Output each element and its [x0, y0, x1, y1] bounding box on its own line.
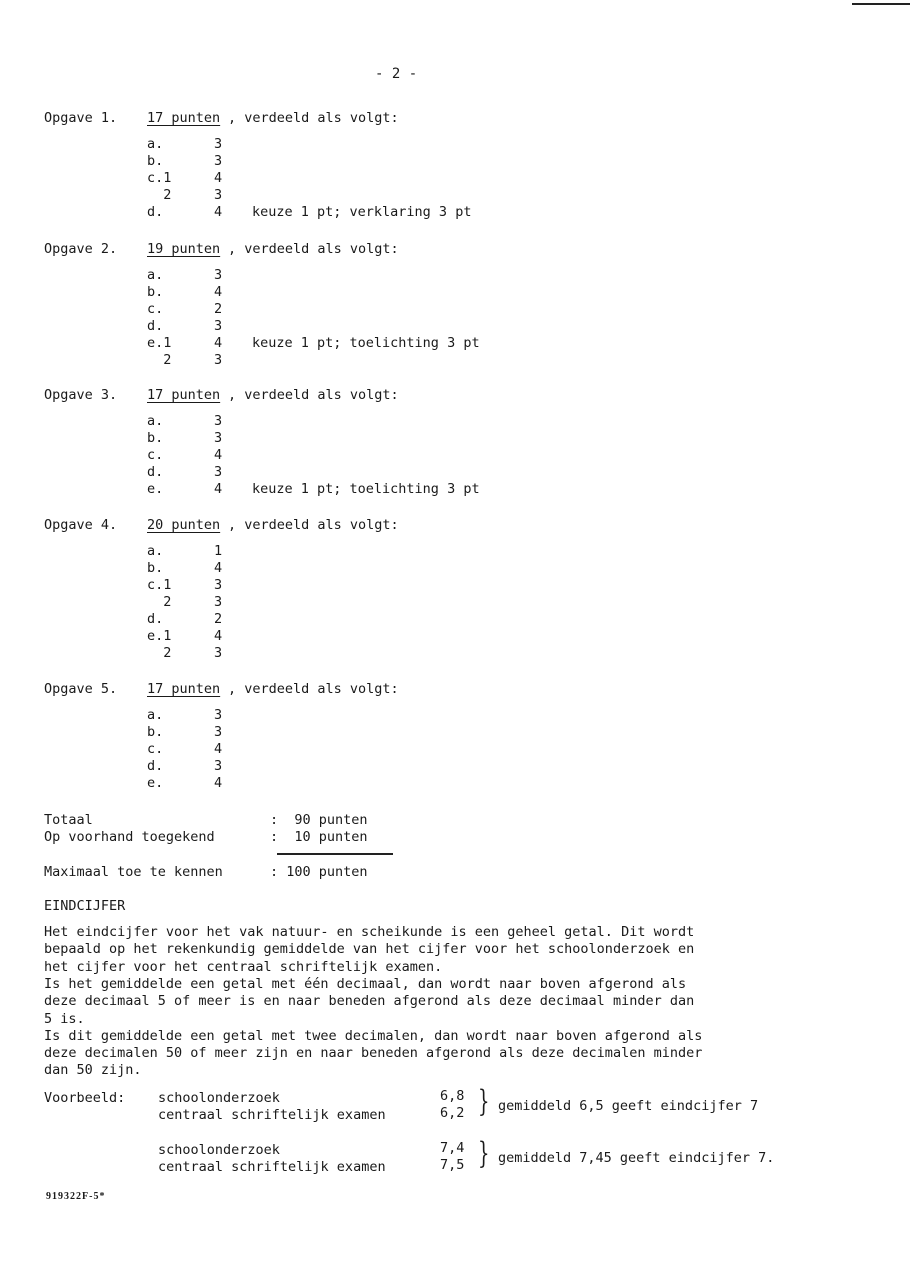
opgave-points: 20 punten: [147, 517, 221, 533]
paragraph-line: Is dit gemiddelde een getal met twee decimalen, dan wordt naar boven afgerond als: [44, 1027, 703, 1044]
part-label: 2: [147, 352, 172, 368]
part-points: 3: [214, 724, 223, 740]
part-label: b.: [147, 560, 164, 576]
sum-rule: [277, 853, 393, 855]
example-result: gemiddeld 6,5 geeft eindcijfer 7: [498, 1098, 759, 1114]
brace-icon: }: [478, 1084, 490, 1119]
part-label: a.: [147, 136, 164, 152]
part-label: e.: [147, 775, 164, 791]
opgave-suffix: , verdeeld als volgt:: [228, 387, 399, 403]
opgave-points: 17 punten: [147, 387, 221, 403]
part-points: 4: [214, 628, 223, 644]
voorbeeld-label: Voorbeeld:: [44, 1090, 126, 1106]
opgave-points: 17 punten: [147, 110, 221, 126]
opgave-label: Opgave 3.: [44, 387, 118, 403]
part-note: keuze 1 pt; toelichting 3 pt: [252, 335, 480, 351]
part-points: 3: [214, 464, 223, 480]
example-label: schoolonderzoek: [158, 1142, 280, 1158]
part-label: b.: [147, 153, 164, 169]
part-points: 3: [214, 352, 223, 368]
part-points: 4: [214, 284, 223, 300]
opgave-label: Opgave 2.: [44, 241, 118, 257]
opgave-label: Opgave 1.: [44, 110, 118, 126]
example-value: 7,4: [440, 1140, 465, 1156]
part-points: 4: [214, 447, 223, 463]
part-label: 2: [147, 594, 172, 610]
part-label: c.: [147, 301, 164, 317]
part-label: b.: [147, 430, 164, 446]
example-value: 6,8: [440, 1088, 465, 1104]
part-points: 3: [214, 413, 223, 429]
part-label: b.: [147, 284, 164, 300]
part-label: c.1: [147, 170, 172, 186]
part-label: c.: [147, 741, 164, 757]
opgave-points: 17 punten: [147, 681, 221, 697]
paragraph-line: 5 is.: [44, 1010, 85, 1027]
part-label: c.1: [147, 577, 172, 593]
paragraph-line: dan 50 zijn.: [44, 1062, 142, 1079]
part-points: 3: [214, 267, 223, 283]
part-points: 3: [214, 136, 223, 152]
part-points: 3: [214, 758, 223, 774]
part-points: 4: [214, 775, 223, 791]
opgave-label: Opgave 4.: [44, 517, 118, 533]
part-label: c.: [147, 447, 164, 463]
vooraf-label: Op voorhand toegekend: [44, 829, 215, 845]
opgave-suffix: , verdeeld als volgt:: [228, 681, 399, 697]
part-points: 2: [214, 611, 223, 627]
part-points: 4: [214, 481, 223, 497]
part-points: 4: [214, 560, 223, 576]
paragraph-line: deze decimaal 5 of meer is en naar beneden afgerond als deze decimaal minder dan: [44, 993, 695, 1010]
opgave-suffix: , verdeeld als volgt:: [228, 517, 399, 533]
part-points: 4: [214, 335, 223, 351]
paragraph-line: bepaald op het rekenkundig gemiddelde van het cijfer voor het schoolonderzoek en: [44, 941, 695, 958]
vooraf-value: : 10 punten: [270, 829, 368, 845]
footer-code: 919322F-5*: [46, 1191, 106, 1202]
example-label: centraal schriftelijk examen: [158, 1159, 386, 1175]
opgave-label: Opgave 5.: [44, 681, 118, 697]
example-label: schoolonderzoek: [158, 1090, 280, 1106]
part-points: 3: [214, 577, 223, 593]
totaal-value: : 90 punten: [270, 812, 368, 828]
part-label: e.1: [147, 335, 172, 351]
paragraph-line: deze decimalen 50 of meer zijn en naar beneden afgerond als deze decimalen minder: [44, 1045, 703, 1062]
page-number: - 2 -: [375, 66, 418, 82]
part-points: 4: [214, 741, 223, 757]
part-label: a.: [147, 707, 164, 723]
part-label: a.: [147, 413, 164, 429]
part-label: d.: [147, 611, 164, 627]
opgave-suffix: , verdeeld als volgt:: [228, 241, 399, 257]
totaal-label: Totaal: [44, 812, 93, 828]
paragraph-line: het cijfer voor het centraal schriftelijk examen.: [44, 958, 443, 975]
part-label: e.: [147, 481, 164, 497]
brace-icon: }: [478, 1136, 490, 1171]
part-label: d.: [147, 758, 164, 774]
part-label: b.: [147, 724, 164, 740]
part-points: 3: [214, 430, 223, 446]
part-label: a.: [147, 543, 164, 559]
max-label: Maximaal toe te kennen: [44, 864, 223, 880]
eindcijfer-heading: EINDCIJFER: [44, 898, 126, 914]
part-label: 2: [147, 187, 172, 203]
part-points: 3: [214, 153, 223, 169]
part-label: d.: [147, 464, 164, 480]
part-label: e.1: [147, 628, 172, 644]
part-note: keuze 1 pt; toelichting 3 pt: [252, 481, 480, 497]
part-points: 1: [214, 543, 223, 559]
example-result: gemiddeld 7,45 geeft eindcijfer 7.: [498, 1150, 775, 1166]
part-note: keuze 1 pt; verklaring 3 pt: [252, 204, 472, 220]
part-label: 2: [147, 645, 172, 661]
part-points: 3: [214, 187, 223, 203]
example-value: 7,5: [440, 1157, 465, 1173]
opgave-points: 19 punten: [147, 241, 221, 257]
paragraph-line: Het eindcijfer voor het vak natuur- en scheikunde is een geheel getal. Dit wordt: [44, 924, 695, 940]
part-label: d.: [147, 318, 164, 334]
part-points: 2: [214, 301, 223, 317]
part-label: d.: [147, 204, 164, 220]
part-points: 3: [214, 594, 223, 610]
part-points: 3: [214, 707, 223, 723]
part-points: 4: [214, 170, 223, 186]
max-value: : 100 punten: [270, 864, 368, 880]
example-label: centraal schriftelijk examen: [158, 1107, 386, 1123]
paragraph-line: Is het gemiddelde een getal met één decimaal, dan wordt naar boven afgerond als: [44, 975, 687, 992]
corner-mark: [852, 3, 910, 5]
part-points: 3: [214, 318, 223, 334]
part-points: 4: [214, 204, 223, 220]
part-points: 3: [214, 645, 223, 661]
example-value: 6,2: [440, 1105, 465, 1121]
opgave-suffix: , verdeeld als volgt:: [228, 110, 399, 126]
part-label: a.: [147, 267, 164, 283]
